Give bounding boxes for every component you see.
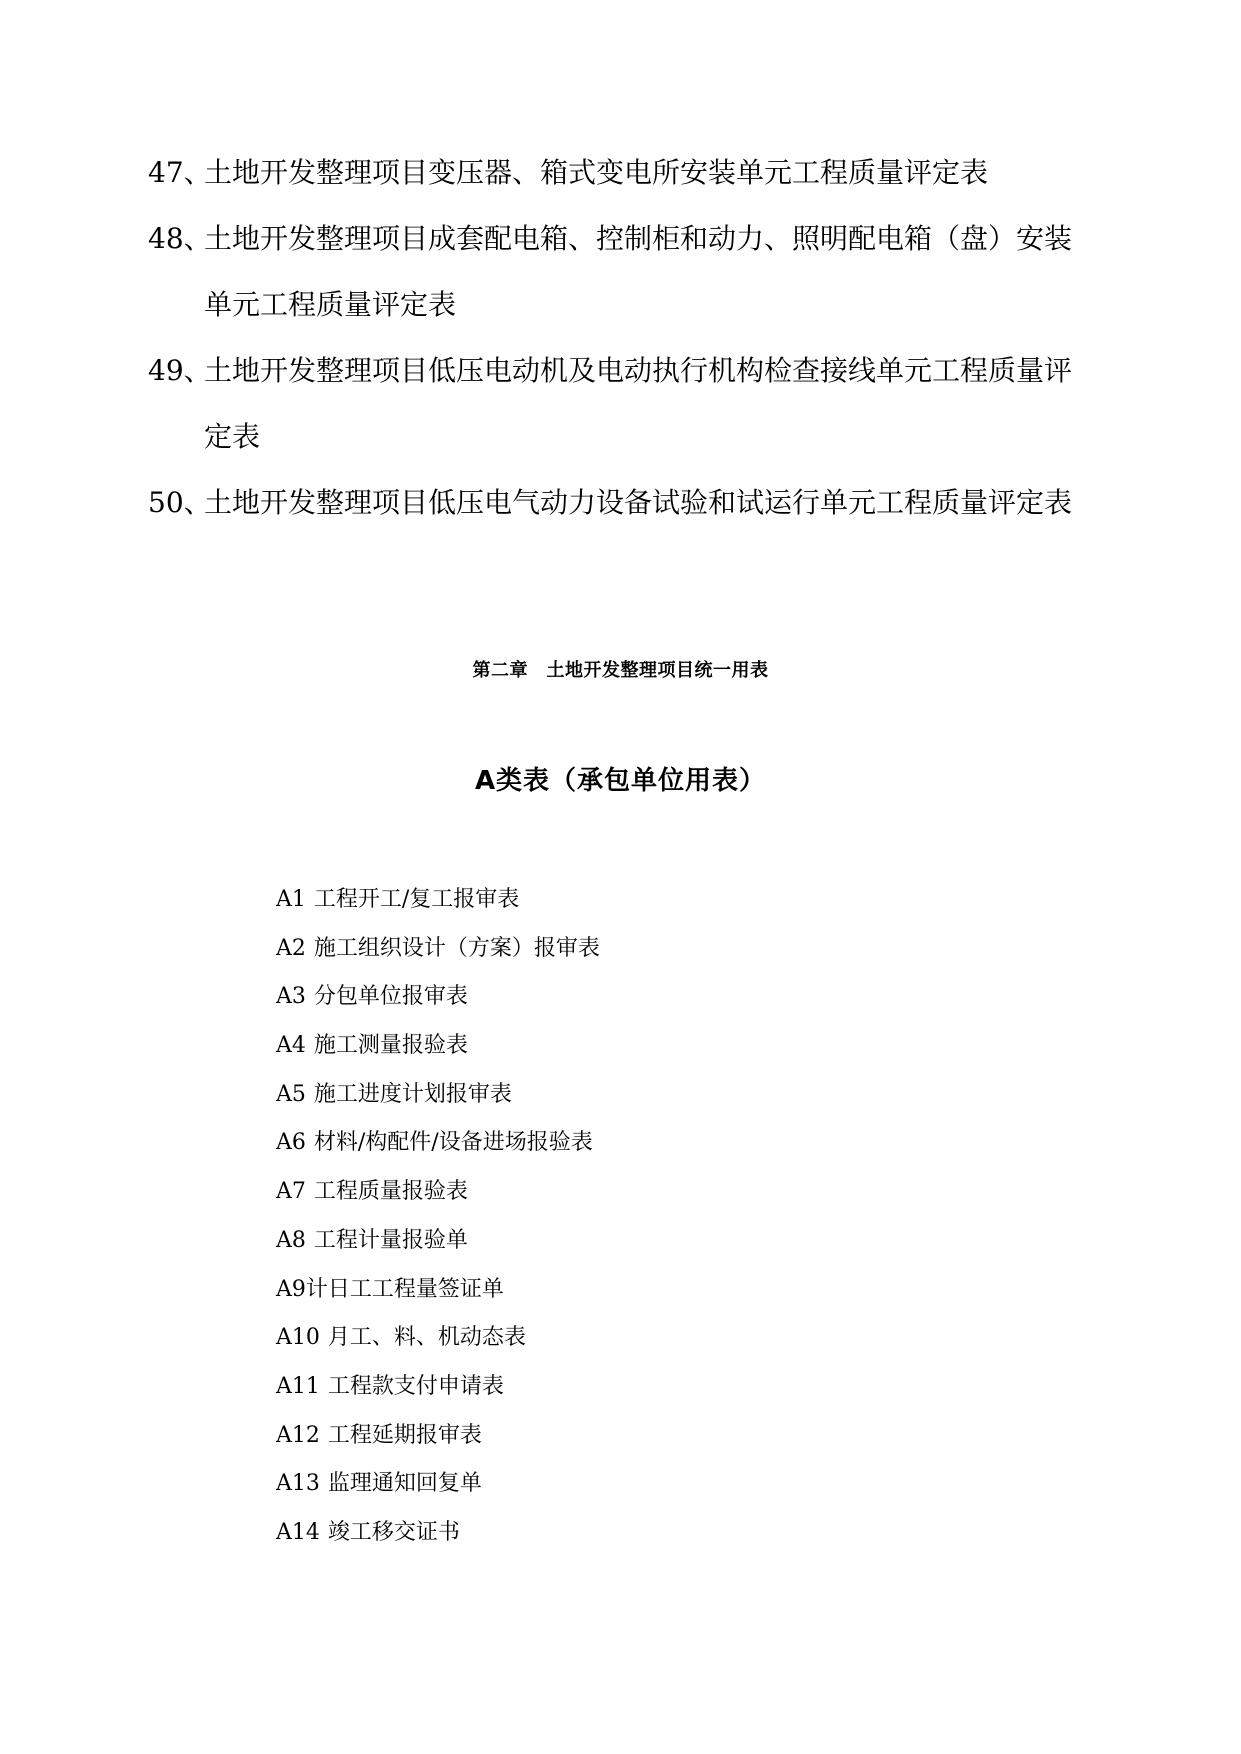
form-code: A12 [276,1422,320,1448]
form-name: 工程款支付申请表 [327,1373,504,1399]
form-code: A9 [276,1276,306,1302]
form-name: 施工组织设计（方案）报审表 [313,935,600,961]
form-name: 监理通知回复单 [327,1471,482,1497]
form-name: 计日工工程量签证单 [305,1276,504,1302]
toc-item-47 [148,140,1108,206]
toc-item-number: 48、 [148,222,212,255]
form-list [276,876,976,1558]
form-name: 工程质量报验表 [313,1179,468,1205]
toc-item-text-continued: 定表 [204,420,261,453]
form-list-item [276,1509,976,1558]
form-list-item [276,1266,976,1315]
form-list-item [276,1022,976,1071]
form-name: 工程计量报验单 [313,1227,468,1253]
form-list-item [276,1314,976,1363]
form-list-item [276,1217,976,1266]
form-code: A5 [276,1081,306,1107]
form-name: 施工测量报验表 [313,1033,468,1059]
form-list-item [276,1412,976,1461]
form-name: 材料/构配件/设备进场报验表 [313,1130,593,1156]
form-code: A4 [276,1033,306,1059]
toc-item-text: 土地开发整理项目低压电气动力设备试验和试运行单元工程质量评定表 [204,486,1073,519]
form-list-item [276,1460,976,1509]
toc-item-number: 47、 [148,156,212,189]
form-list-item [276,1071,976,1120]
toc-item-text-continued: 单元工程质量评定表 [204,288,457,321]
toc-item-text: 土地开发整理项目变压器、箱式变电所安装单元工程质量评定表 [204,156,989,189]
toc-item-49 [148,338,1108,453]
form-list-item [276,1168,976,1217]
form-code: A1 [276,887,306,912]
form-code: A2 [276,935,306,961]
form-code: A11 [276,1373,320,1399]
chapter-title: 第二章 土地开发整理项目统一用表 [472,660,769,681]
toc-item-number: 50、 [148,486,212,519]
form-list-item [276,1363,976,1412]
form-name: 竣工移交证书 [327,1519,460,1545]
form-code: A7 [276,1179,306,1205]
form-code: A10 [276,1325,320,1351]
toc-item-50 [148,470,1108,536]
form-code: A13 [276,1471,320,1497]
form-list-item [276,876,976,925]
toc-item-48 [148,206,1108,321]
form-name: 月工、料、机动态表 [327,1325,526,1351]
toc-item-number: 49、 [148,354,212,387]
form-name: 工程延期报审表 [327,1422,482,1448]
form-code: A14 [276,1519,320,1545]
toc-item-text: 土地开发整理项目低压电动机及电动执行机构检查接线单元工程质量评 [204,354,1073,387]
section-title: A类表（承包单位用表） [474,766,767,796]
form-list-item [276,925,976,974]
form-name: 分包单位报审表 [313,984,468,1010]
form-code: A3 [276,984,306,1010]
form-code: A8 [276,1227,306,1253]
form-name: 施工进度计划报审表 [313,1081,512,1107]
form-list-item [276,1119,976,1168]
form-name: 工程开工/复工报审表 [313,887,520,912]
form-list-item [276,973,976,1022]
toc-item-text: 土地开发整理项目成套配电箱、控制柜和动力、照明配电箱（盘）安装 [204,222,1073,255]
form-code: A6 [276,1130,306,1156]
